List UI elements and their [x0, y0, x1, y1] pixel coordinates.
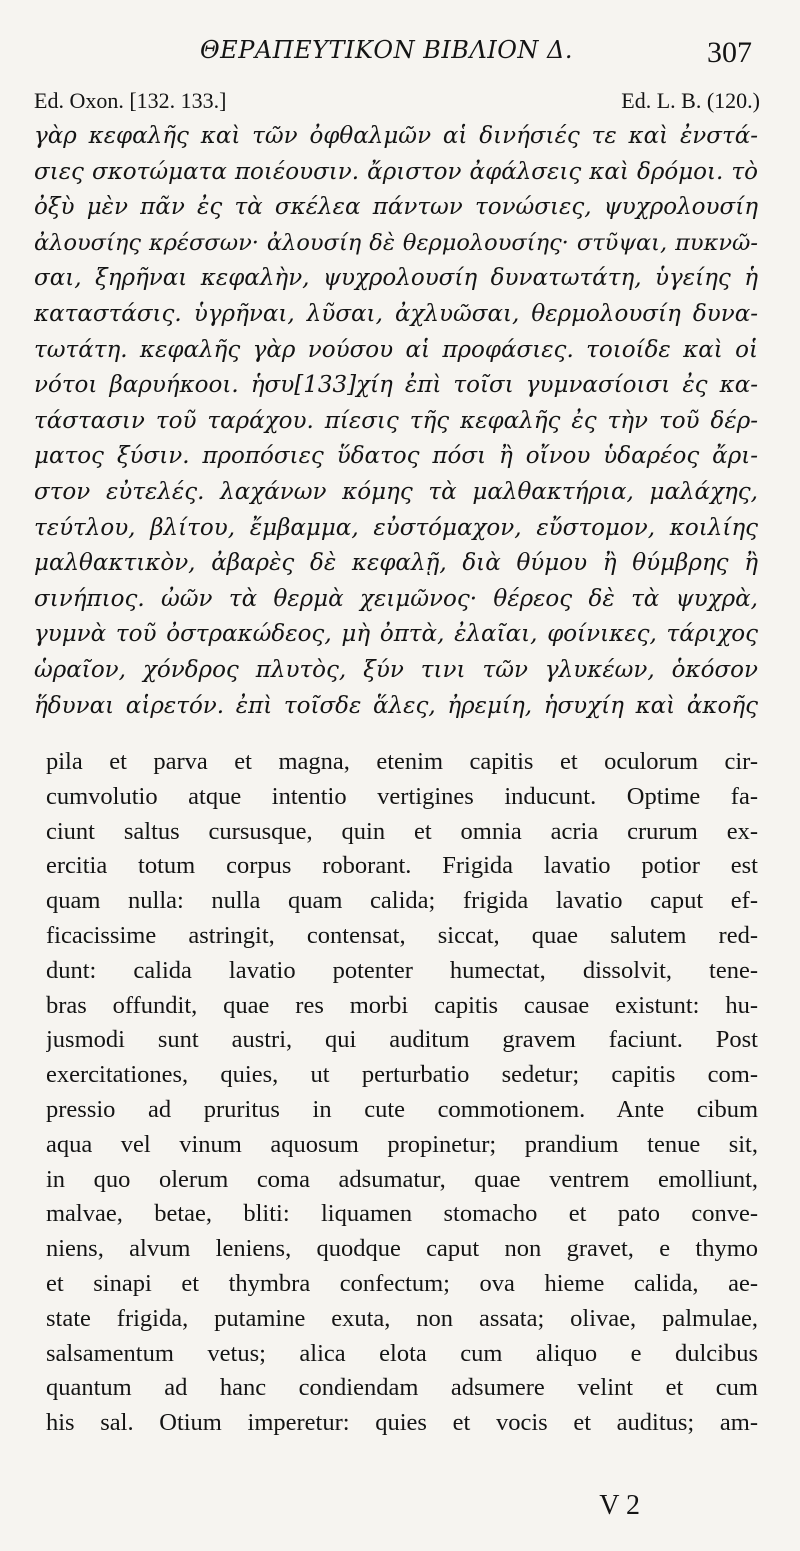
greek-line: ματος ξύσιν. προπόσιες ὕδατος πόσι ἢ οἴνου ὑδαρέος ἄρι-: [34, 443, 758, 470]
greek-line: ἥδυναι αἱρετόν. ἐπὶ τοῖσδε ἅλες, ἠρεμίη, ἡσυχίη καὶ ἀκοῆς: [34, 692, 758, 719]
edition-references: [34, 88, 760, 118]
latin-line: ercitia totum corpus roborant. Frigida lavatio potior est: [46, 852, 758, 880]
greek-line: μαλθακτικὸν, ἀβαρὲς δὲ κεφαλῇ, διὰ θύμου ἢ θύμβρης ἢ: [34, 550, 758, 577]
latin-line: niens, alvum leniens, quodque caput non gravet, e thymo: [46, 1235, 758, 1263]
latin-line: exercitationes, quies, ut perturbatio sedetur; capitis com-: [46, 1061, 758, 1089]
latin-translation-block: [46, 745, 758, 1441]
latin-line: ficacissime astringit, contensat, siccat, quae salutem red-: [46, 921, 758, 949]
greek-line: γὰρ κεφαλῆς καὶ τῶν ὀφθαλμῶν αἱ δινήσιές τε καὶ ἐνστά-: [34, 123, 758, 149]
latin-line: in quo olerum coma adsumatur, quae ventrem emolliunt,: [46, 1165, 758, 1193]
latin-line: dunt: calida lavatio potenter humectat, dissolvit, tene-: [46, 956, 758, 984]
latin-line: ciunt saltus cursusque, quin et omnia acria crurum ex-: [46, 817, 758, 845]
greek-line: σινήπιος. ὠῶν τὰ θερμὰ χειμῶνος· θέρεος δὲ τὰ ψυχρὰ,: [34, 585, 758, 612]
page-number: 307: [707, 36, 752, 69]
edition-lb-reference: Ed. L. B. (120.): [621, 88, 760, 113]
greek-line: στον εὐτελές. λαχάνων κόμης τὰ μαλθακτήρια, μαλάχης,: [34, 478, 758, 505]
greek-line: ὀξὺ μὲν πᾶν ἐς τὰ σκέλεα πάντων τονώσιες, ψυχρολουσίη: [34, 194, 758, 221]
latin-line: aqua vel vinum aquosum propinetur; prandium tenue sit,: [46, 1130, 758, 1158]
greek-line: σαι, ξηρῆναι κεφαλὴν, ψυχρολουσίη δυνατωτάτη, ὑγείης ἡ: [34, 265, 758, 292]
edition-oxford-reference: Ed. Oxon. [132. 133.]: [34, 88, 227, 113]
latin-line: quam nulla: nulla quam calida; frigida lavatio caput ef-: [46, 887, 758, 915]
latin-line: cumvolutio atque intentio vertigines inducunt. Optime fa-: [46, 782, 758, 810]
latin-line: malvae, betae, bliti: liquamen stomacho et pato conve-: [46, 1200, 758, 1228]
signature-mark: V 2: [599, 1490, 640, 1521]
greek-line: γυμνὰ τοῦ ὀστρακώδεος, μὴ ὀπτὰ, ἐλαῖαι, φοίνικες, τάριχος: [34, 621, 758, 648]
latin-line: jusmodi sunt austri, qui auditum gravem faciunt. Post: [46, 1026, 758, 1054]
latin-line: his sal. Otium imperetur: quies et vocis et auditus; am-: [46, 1409, 758, 1437]
greek-line: ὡραῖον, χόνδρος πλυτὸς, ξύν τινι τῶν γλυκέων, ὁκόσον: [34, 656, 758, 683]
latin-line: quantum ad hanc condiendam adsumere velint et cum: [46, 1374, 758, 1402]
latin-line: bras offundit, quae res morbi capitis causae existunt: hu-: [46, 991, 758, 1019]
latin-line: pila et parva et magna, etenim capitis et oculorum cir-: [46, 748, 758, 775]
latin-line: et sinapi et thymbra confectum; ova hieme calida, ae-: [46, 1269, 758, 1297]
greek-line: καταστάσις. ὑγρῆναι, λῦσαι, ἀχλυῶσαι, θερμολουσίη δυνα-: [34, 300, 758, 327]
greek-line: τάστασιν τοῦ ταράχου. πίεσις τῆς κεφαλῆς ἐς τὴν τοῦ δέρ-: [34, 407, 758, 434]
latin-line: state frigida, putamine exuta, non assata; olivae, palmulae,: [46, 1304, 758, 1332]
greek-line: σιες σκοτώματα ποιέουσιν. ἄριστον ἀφάλσεις καὶ δρόμοι. τὸ: [34, 158, 758, 185]
greek-line: ἀλουσίης κρέσσων· ἀλουσίη δὲ θερμολουσίης· στῦψαι, πυκνῶ-: [34, 229, 758, 256]
greek-line: νότοι βαρυήκοοι. ἡσυ[133]χίη ἐπὶ τοῖσι γυμνασίοισι ἐς κα-: [34, 372, 758, 399]
latin-line: pressio ad pruritus in cute commotionem. Ante cibum: [46, 1095, 758, 1123]
running-head: ΘΕΡΑΠΕΥΤΙΚΟΝ ΒΙΒΛΙΟΝ Δ.: [200, 36, 574, 64]
latin-line: salsamentum vetus; alica elota cum aliquo e dulcibus: [46, 1339, 758, 1367]
greek-line: τωτάτη. κεφαλῆς γὰρ νούσου αἱ προφάσιες. τοιοίδε καὶ οἱ: [34, 336, 758, 363]
greek-line: τεύτλου, βλίτου, ἔμβαμμα, εὐστόμαχον, εὔστομον, κοιλίης: [34, 514, 758, 541]
greek-text-block: [34, 119, 758, 724]
